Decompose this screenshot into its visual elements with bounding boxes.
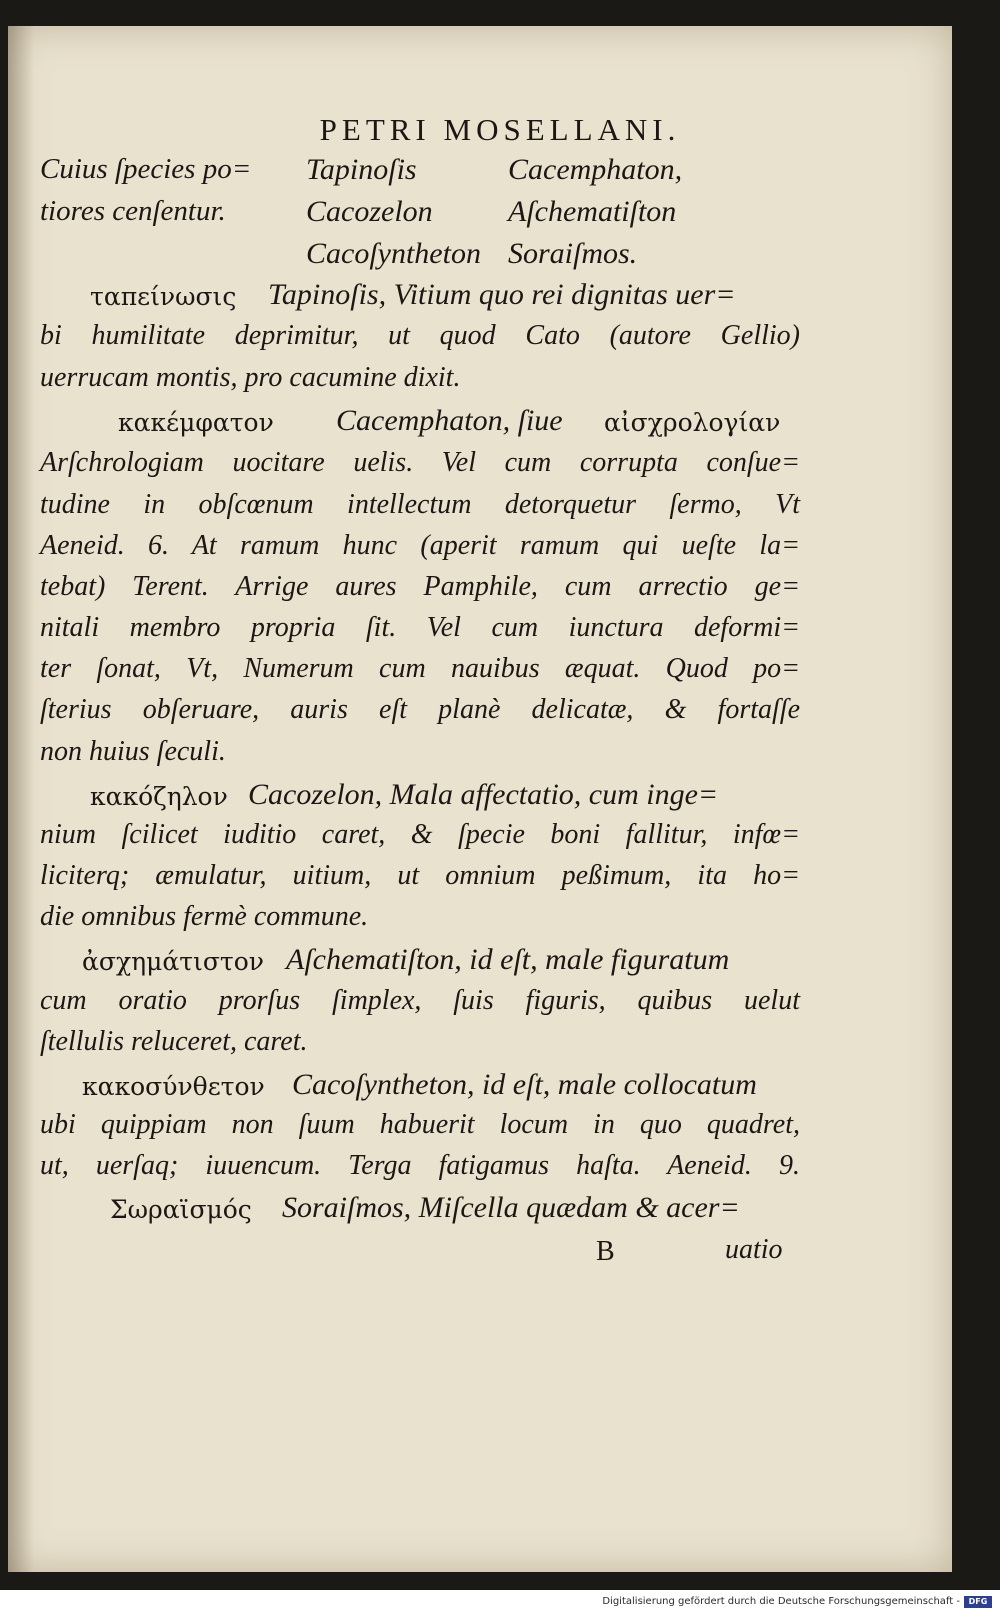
p3-line-2: nium ſcilicet iuditio caret, & ſpecie boni fallitur, infœ= [40, 819, 800, 850]
dfg-logo: DFG [964, 1596, 992, 1608]
p2-line-2: Arſchrologiam uocitare uelis. Vel cum corrupta conſue= [40, 447, 800, 478]
greek-term-aischrologia: αἰσχρολογίαν [604, 408, 781, 437]
p2-line-6: nitali membro propria ſit. Vel cum iunctura deformi= [40, 612, 800, 643]
p4-line-1: Aſchematiſton, id eſt, male figuratum [286, 943, 730, 976]
signature-mark: B [596, 1236, 615, 1267]
p5-line-2: ubi quippiam non ſuum habuerit locum in quo quadret, [40, 1109, 800, 1140]
greek-term-soraismos: Σωραϊσμός [110, 1195, 252, 1224]
p2-line-4: Aeneid. 6. At ramum hunc (aperit ramum qui ueſte la= [40, 530, 800, 561]
catchword: uatio [725, 1234, 783, 1265]
overview-right-line-2: Aſchematiſton [508, 195, 677, 228]
running-head: PETRI MOSELLANI. [319, 112, 681, 147]
p2-line-1: Cacemphaton, ſiue [336, 404, 563, 437]
greek-term-cacozelon: κακόζηλον [90, 782, 228, 811]
greek-term-aschematiston: ἀσχημάτιστον [82, 947, 264, 976]
p2-line-9: non huius ſeculi. [40, 736, 226, 767]
p2-line-5: tebat) Terent. Arrige aures Pamphile, cum arrectio ge= [40, 571, 800, 602]
p1-line-2: bi humilitate deprimitur, ut quod Cato (autore Gellio) [40, 320, 800, 351]
p2-line-7: ter ſonat, Vt, Numerum cum nauibus æquat. Quod po= [40, 653, 800, 684]
overview-mid-line-2: Cacozelon [306, 195, 433, 228]
overview-right-line-3: Soraiſmos. [508, 237, 638, 270]
overview-right-line-1: Cacemphaton, [508, 153, 683, 186]
p1-line-3: uerrucam montis, pro cacumine dixit. [40, 362, 461, 393]
overview-left-line-1: Cuius ſpecies po= [40, 153, 252, 185]
p5-line-1: Cacoſyntheton, id eſt, male collocatum [292, 1068, 757, 1101]
footer-credit: Digitalisierung gefördert durch die Deutsche Forschungsgemeinschaft - [602, 1596, 960, 1607]
p1-line-1: Tapinoſis, Vitium quo rei dignitas uer= [268, 278, 736, 311]
greek-term-cacosyntheton: κακοσύνθετον [82, 1072, 265, 1101]
p3-line-3: liciterq; æmulatur, uitium, ut omnium peßimum, ita ho= [40, 860, 800, 891]
p3-line-1: Cacozelon, Mala affectatio, cum inge= [248, 778, 719, 811]
p5-line-3: ut, uerſaq; iuuencum. Terga fatigamus haſta. Aeneid. 9. [40, 1150, 800, 1181]
greek-term-tapinosis: ταπείνωσις [90, 282, 237, 311]
overview-left-line-2: tiores cenſentur. [40, 195, 226, 227]
p4-line-3: ſtellulis reluceret, caret. [40, 1026, 308, 1057]
p4-line-2: cum oratio prorſus ſimplex, ſuis figuris, quibus uelut [40, 985, 800, 1016]
p6-line-1: Soraiſmos, Miſcella quædam & acer= [282, 1191, 740, 1224]
p2-line-8: ſterius obſeruare, auris eſt planè delicatæ, & fortaſſe [40, 694, 800, 725]
overview-mid-line-3: Cacoſyntheton [306, 237, 481, 270]
p2-line-3: tudine in obſcœnum intellectum detorquetur ſermo, Vt [40, 489, 800, 520]
page-gutter-shadow [8, 26, 34, 1572]
p3-line-4: die omnibus fermè commune. [40, 901, 369, 932]
greek-term-cacemphaton: κακέμφατον [118, 408, 274, 437]
overview-mid-line-1: Tapinoſis [306, 153, 417, 186]
